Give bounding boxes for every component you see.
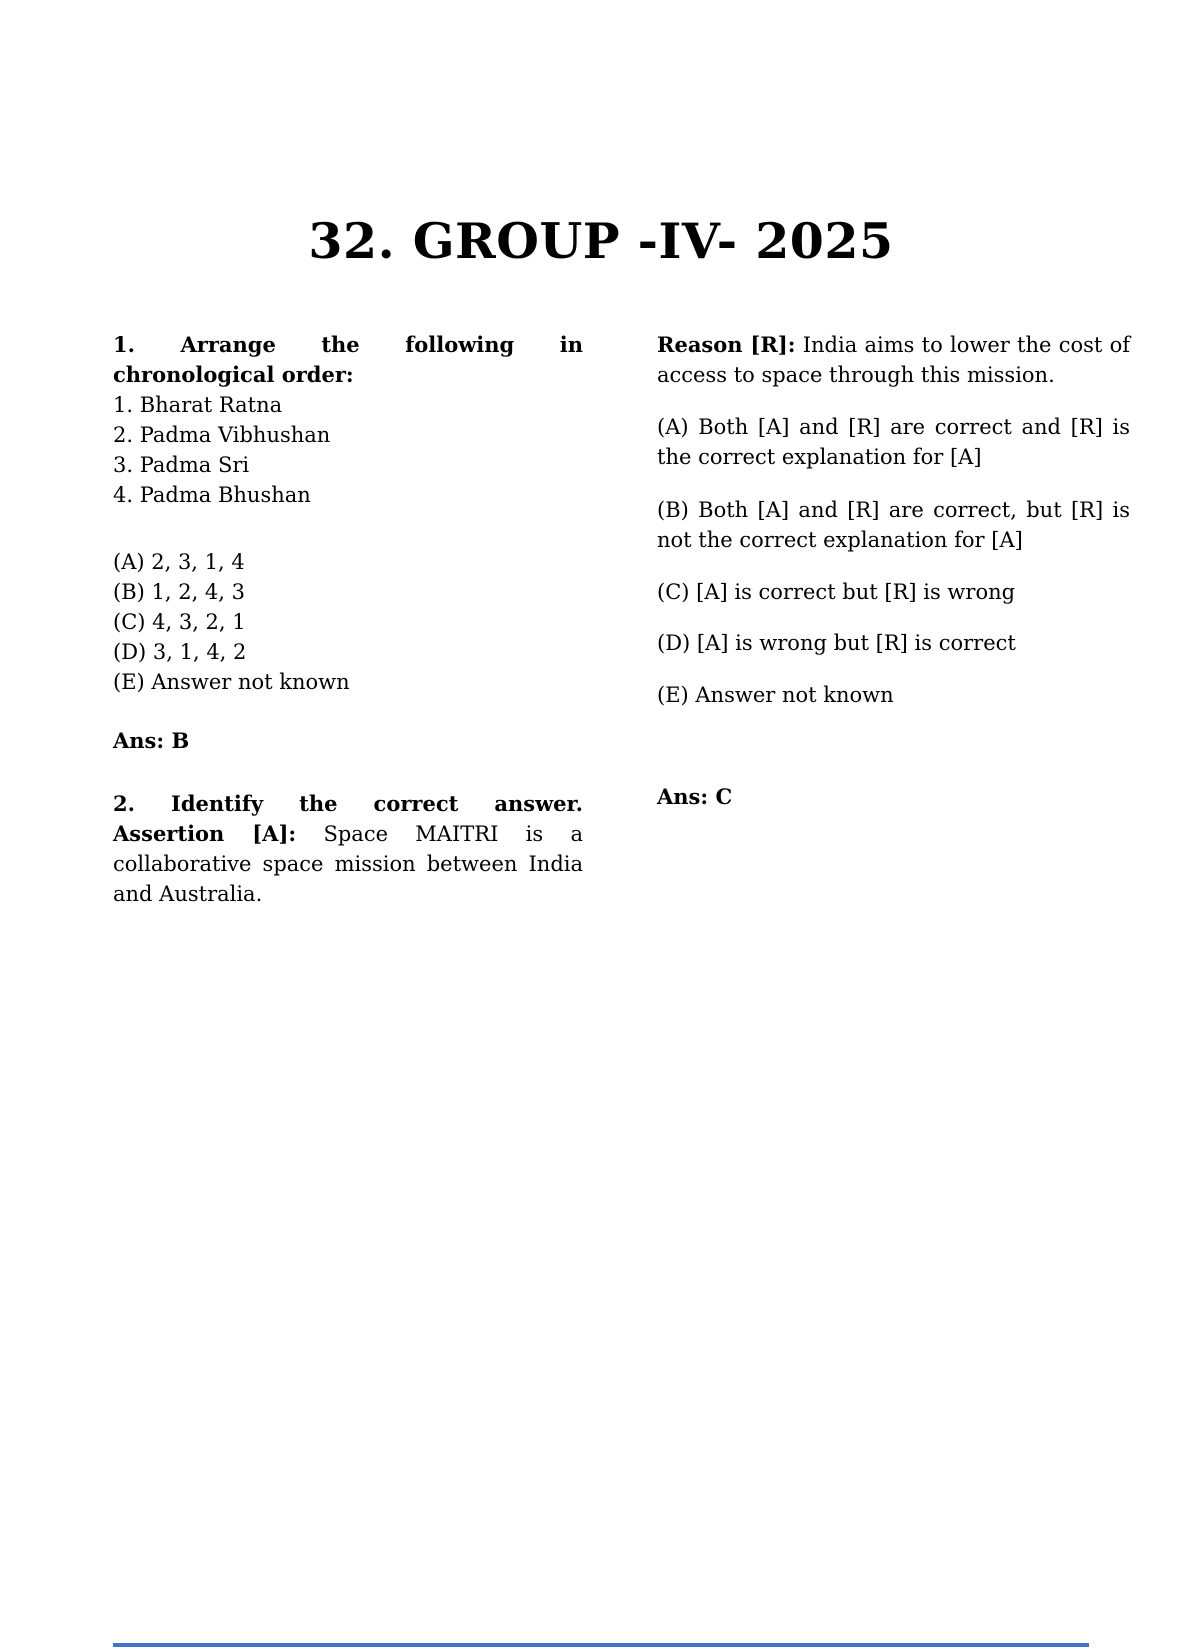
q2-option-c: (C) [A] is correct but [R] is wrong xyxy=(657,580,1016,604)
reason-label: Reason [R]: xyxy=(657,332,796,357)
q1-option-b: (B) 1, 2, 4, 3 xyxy=(113,580,245,604)
assertion-line-1 xyxy=(113,819,583,849)
q1-answer: Ans: B xyxy=(113,728,190,753)
assertion-label: Assertion [A]: xyxy=(113,821,297,846)
q2-option-b-line-1: (B) Both [A] and [R] are correct, but [R] is xyxy=(657,498,1130,522)
q2-option-a-line-2: the correct explanation for [A] xyxy=(657,445,982,469)
list-item-3: 3. Padma Sri xyxy=(113,453,250,477)
q2-answer: Ans: C xyxy=(657,784,733,809)
q1-option-d: (D) 3, 1, 4, 2 xyxy=(113,640,247,664)
q1-option-a: (A) 2, 3, 1, 4 xyxy=(113,550,245,574)
assertion-text: Space MAITRI is a xyxy=(296,822,583,846)
left-column xyxy=(113,330,583,909)
question-1-header-line-1: 1. Arrange the following in xyxy=(113,332,583,357)
q2-option-e: (E) Answer not known xyxy=(657,683,894,707)
bottom-accent-line xyxy=(113,1643,1089,1647)
reason-line-2: access to space through this mission. xyxy=(657,363,1055,387)
q1-option-e: (E) Answer not known xyxy=(113,670,350,694)
list-item-1: 1. Bharat Ratna xyxy=(113,393,283,417)
q2-option-d: (D) [A] is wrong but [R] is correct xyxy=(657,631,1016,655)
reason-text: India aims to lower the cost of xyxy=(795,333,1130,357)
right-column xyxy=(657,330,1130,909)
page-title: 32. GROUP -IV- 2025 xyxy=(308,212,894,270)
list-item-2: 2. Padma Vibhushan xyxy=(113,423,331,447)
reason-line-1 xyxy=(657,330,1130,360)
content-columns xyxy=(113,330,1202,909)
question-2-header-line: 2. Identify the correct answer. xyxy=(113,791,583,816)
assertion-line-3: and Australia. xyxy=(113,882,263,906)
list-item-4: 4. Padma Bhushan xyxy=(113,483,311,507)
q2-option-a-line-1: (A) Both [A] and [R] are correct and [R] is xyxy=(657,415,1130,439)
q1-option-c: (C) 4, 3, 2, 1 xyxy=(113,610,246,634)
q2-option-b-line-2: not the correct explanation for [A] xyxy=(657,528,1023,552)
assertion-line-2: collaborative space mission between India xyxy=(113,852,583,876)
question-1-header-line-2: chronological order: xyxy=(113,362,354,387)
